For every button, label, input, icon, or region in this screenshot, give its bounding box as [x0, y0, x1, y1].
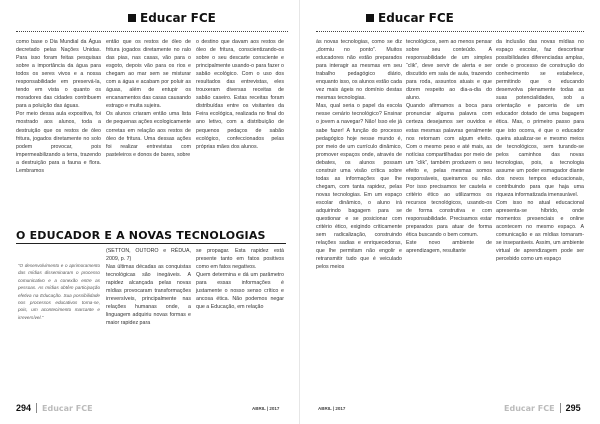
magazine-title: Educar FCE — [378, 11, 454, 25]
square-bullet-icon — [128, 14, 136, 22]
header-dotted-rule — [316, 31, 584, 32]
pull-quote: “O desenvolvimento e o aprimoramento das mídias disseminaram o processo comunicativo e a conexão entre as pessoas. As mídias obtêm participação efetiva na Educação. Sua possibilidade nos processos educativos torna-se, pois, um acontecimento marcante e irreversível.” — [18, 263, 100, 320]
bottom-column-3: se propagar. Esta rapidez está presente tanto em fatos positivos como em fatos negativos. Quem determina e dá um parâmetro para essas informações é justamente o nosso senso crítico e ancosa ética. Não podemos negar que a Educação, em relação — [196, 248, 284, 311]
footer-brand: Educar FCE — [504, 403, 555, 413]
body-column-2: tecnológicos, sem ao menos pensar sobre seu conteúdo. A responsabilidade de um simples “clik”, deve servir de alerta e ser discutido em sala de aula, trazendo para roda, assuntos atuais e que dizem respeito ao dia-a-dia do aluno. Quando afirmamos a boca para pronunciar alguma palavra com certeza desejamos ser ouvidos e estas mesmas palavras geralmente nos retornam com algum efeito. Com o mesmo peso e até mais, as notícias compartilhadas por meio de um “clik”, também produzem o seu efeito e, pelas mesmas somos responsáveis, queiramos ou não. Por isso precisamos ter cautela e critério ético ao utilizarmos os recursos tecnológicos, usando-os de forma construtiva e com responsabilidade. Precisamos estar preparados para atuar de forma ética buscando o bem comum. Este novo ambiente de aprendizagem, resultante — [406, 39, 492, 255]
body-column-1: às novas tecnologias, como se diz „dormiu no ponto”. Muitos educadores não estão preparados para interagir as mesmas em seu trabalho pedagógico diário, enquanto isso, os alunos estão cada vez mais ágeis no domínio destas mesmas tecnologias. Mas, qual seria o papel da escola nesse cenário tecnológico? Ensinar o jovem a navegar? Não! Isso ele já sabe fazer! A função do processo pedagógico hoje nesse mundo é, por meio de um currículo dinâmico, promover espaços onde, através de debates, os alunos possam construir uma visão crítica sobre todas as informações que lhe chegam, com tanta rapidez, pelas novas tecnologias. Em um espaço escolar dinâmico, o aluno irá adquirindo bagagem para se questionar e se posicionar com critério ético, exigindo criticamente sem radicalização, construindo relações sadias e enriquecedoras, que lhe permitam não engolir e retransmitir tudo que é veiculado pelos meios — [316, 39, 402, 271]
header-dotted-rule — [16, 31, 288, 32]
right-footer — [504, 403, 581, 413]
section-title: O EDUCADOR E A NOVAS TECNOLOGIAS — [16, 229, 266, 242]
footer-brand: Educar FCE — [42, 403, 93, 413]
magazine-title: Educar FCE — [140, 11, 216, 25]
body-column-1: como base o Dia Mundial da Água decretado pelas Nações Unidas. Para isso foram feitas pesquisas sobre a importância da água para todos os seres vivos e a nossa responsabilidade em preservá-la, tendo em vista o quanto os moradores das cidades contribuem para a poluição das águas. Por meio dessa aula expositiva, foi mostrado aos alunos, toda a destruição que os restos de óleo fritura, jogados diretamente no solo podem provocar, pois impermeabilizando a terra, trazendo a destruição para a fauna e flora. Lembramos — [16, 39, 101, 174]
right-page — [300, 0, 600, 424]
page-number: 295 — [565, 403, 581, 413]
right-header — [366, 10, 454, 26]
footer-divider — [36, 403, 37, 413]
footer-divider — [560, 403, 561, 413]
footer-date: ABRIL | 2017 — [318, 406, 346, 411]
left-header — [128, 10, 216, 26]
body-column-2: então que os restos de óleo de fritura jogados diretamente no ralo das pias, nas casas, vão para o esgoto, depois vão para os rios e chegam ao mar sem se misturar com a água e acabam por poluir as águas, além de entupir os encanamentos das casas causando estrago e muita sujeira. Os alunos criaram então uma lista de pequenas ações ecologicamente corretas em relação aos restos de óleo de fritura. Uma dessas ações foi realizar entrevistas com pasteleiros e donos de bares, sobre — [106, 39, 191, 158]
bottom-column-2: (SETTON, OUTORO e RÉDUA, 2009, p. 7) Nas últimas décadas as conquistas tecnológicas são inegáveis. A rapidez alcançada pelas novas mídias provocaram transformações irreversíveis, principalmente nas relações humanas onde, a linguagem adquiriu novas formas e maior rapidez para — [106, 248, 191, 327]
section-rule — [16, 243, 286, 244]
left-footer — [16, 403, 93, 413]
square-bullet-icon — [366, 14, 374, 22]
body-column-3: o destino que davam aos restos de óleo de fritura, conscientizando-os sobre o seu descarte consciente e principalmente usando-o para fazer o sabão ecológico. Com o uso dos resultados das entrevistas, eles trouxeram diversas receitas de sabão caseiro. Estas receitas foram distribuídas entre os visitantes da Feira ecológica, realizada no final do ano letivo, com a distribuição de pequenos pedaços de sabão ecológico, confeccionados pelas próprias mães dos alunos. — [196, 39, 284, 150]
body-column-3: da inclusão das novas mídias no espaço escolar, faz descortinar possibilidades diferenciadas amplas, onde o processo de construção do conhecimento se estabelece, permitindo que o educando desenvolva plenamente todas as suas potencialidades, sob a orientação e parceria de um educador dotado de uma bagagem ética. Mas, o primeiro passo para que isto ocorra, é que o educador queira atualizar-se e mesmo meios de tecnológicos, sem turando-se pelos caminhos das novas tecnologias, pois, a tecnologia assume um poder esmagador diante dos novos tempos educacionais, contribuindo para que haja uma riqueza informatizada imensurável. Com isso no atual educacional apresenta-se híbrido, onde momentos presenciais e online acontecem no mesmo espaço. A comunicação e as mídias tornaram-se inseparáveis. Assim, um ambiente virtual de aprendizagem pode ser percebido como um espaço — [496, 39, 584, 263]
footer-date: ABRIL | 2017 — [252, 406, 280, 411]
page-number: 294 — [16, 403, 32, 413]
